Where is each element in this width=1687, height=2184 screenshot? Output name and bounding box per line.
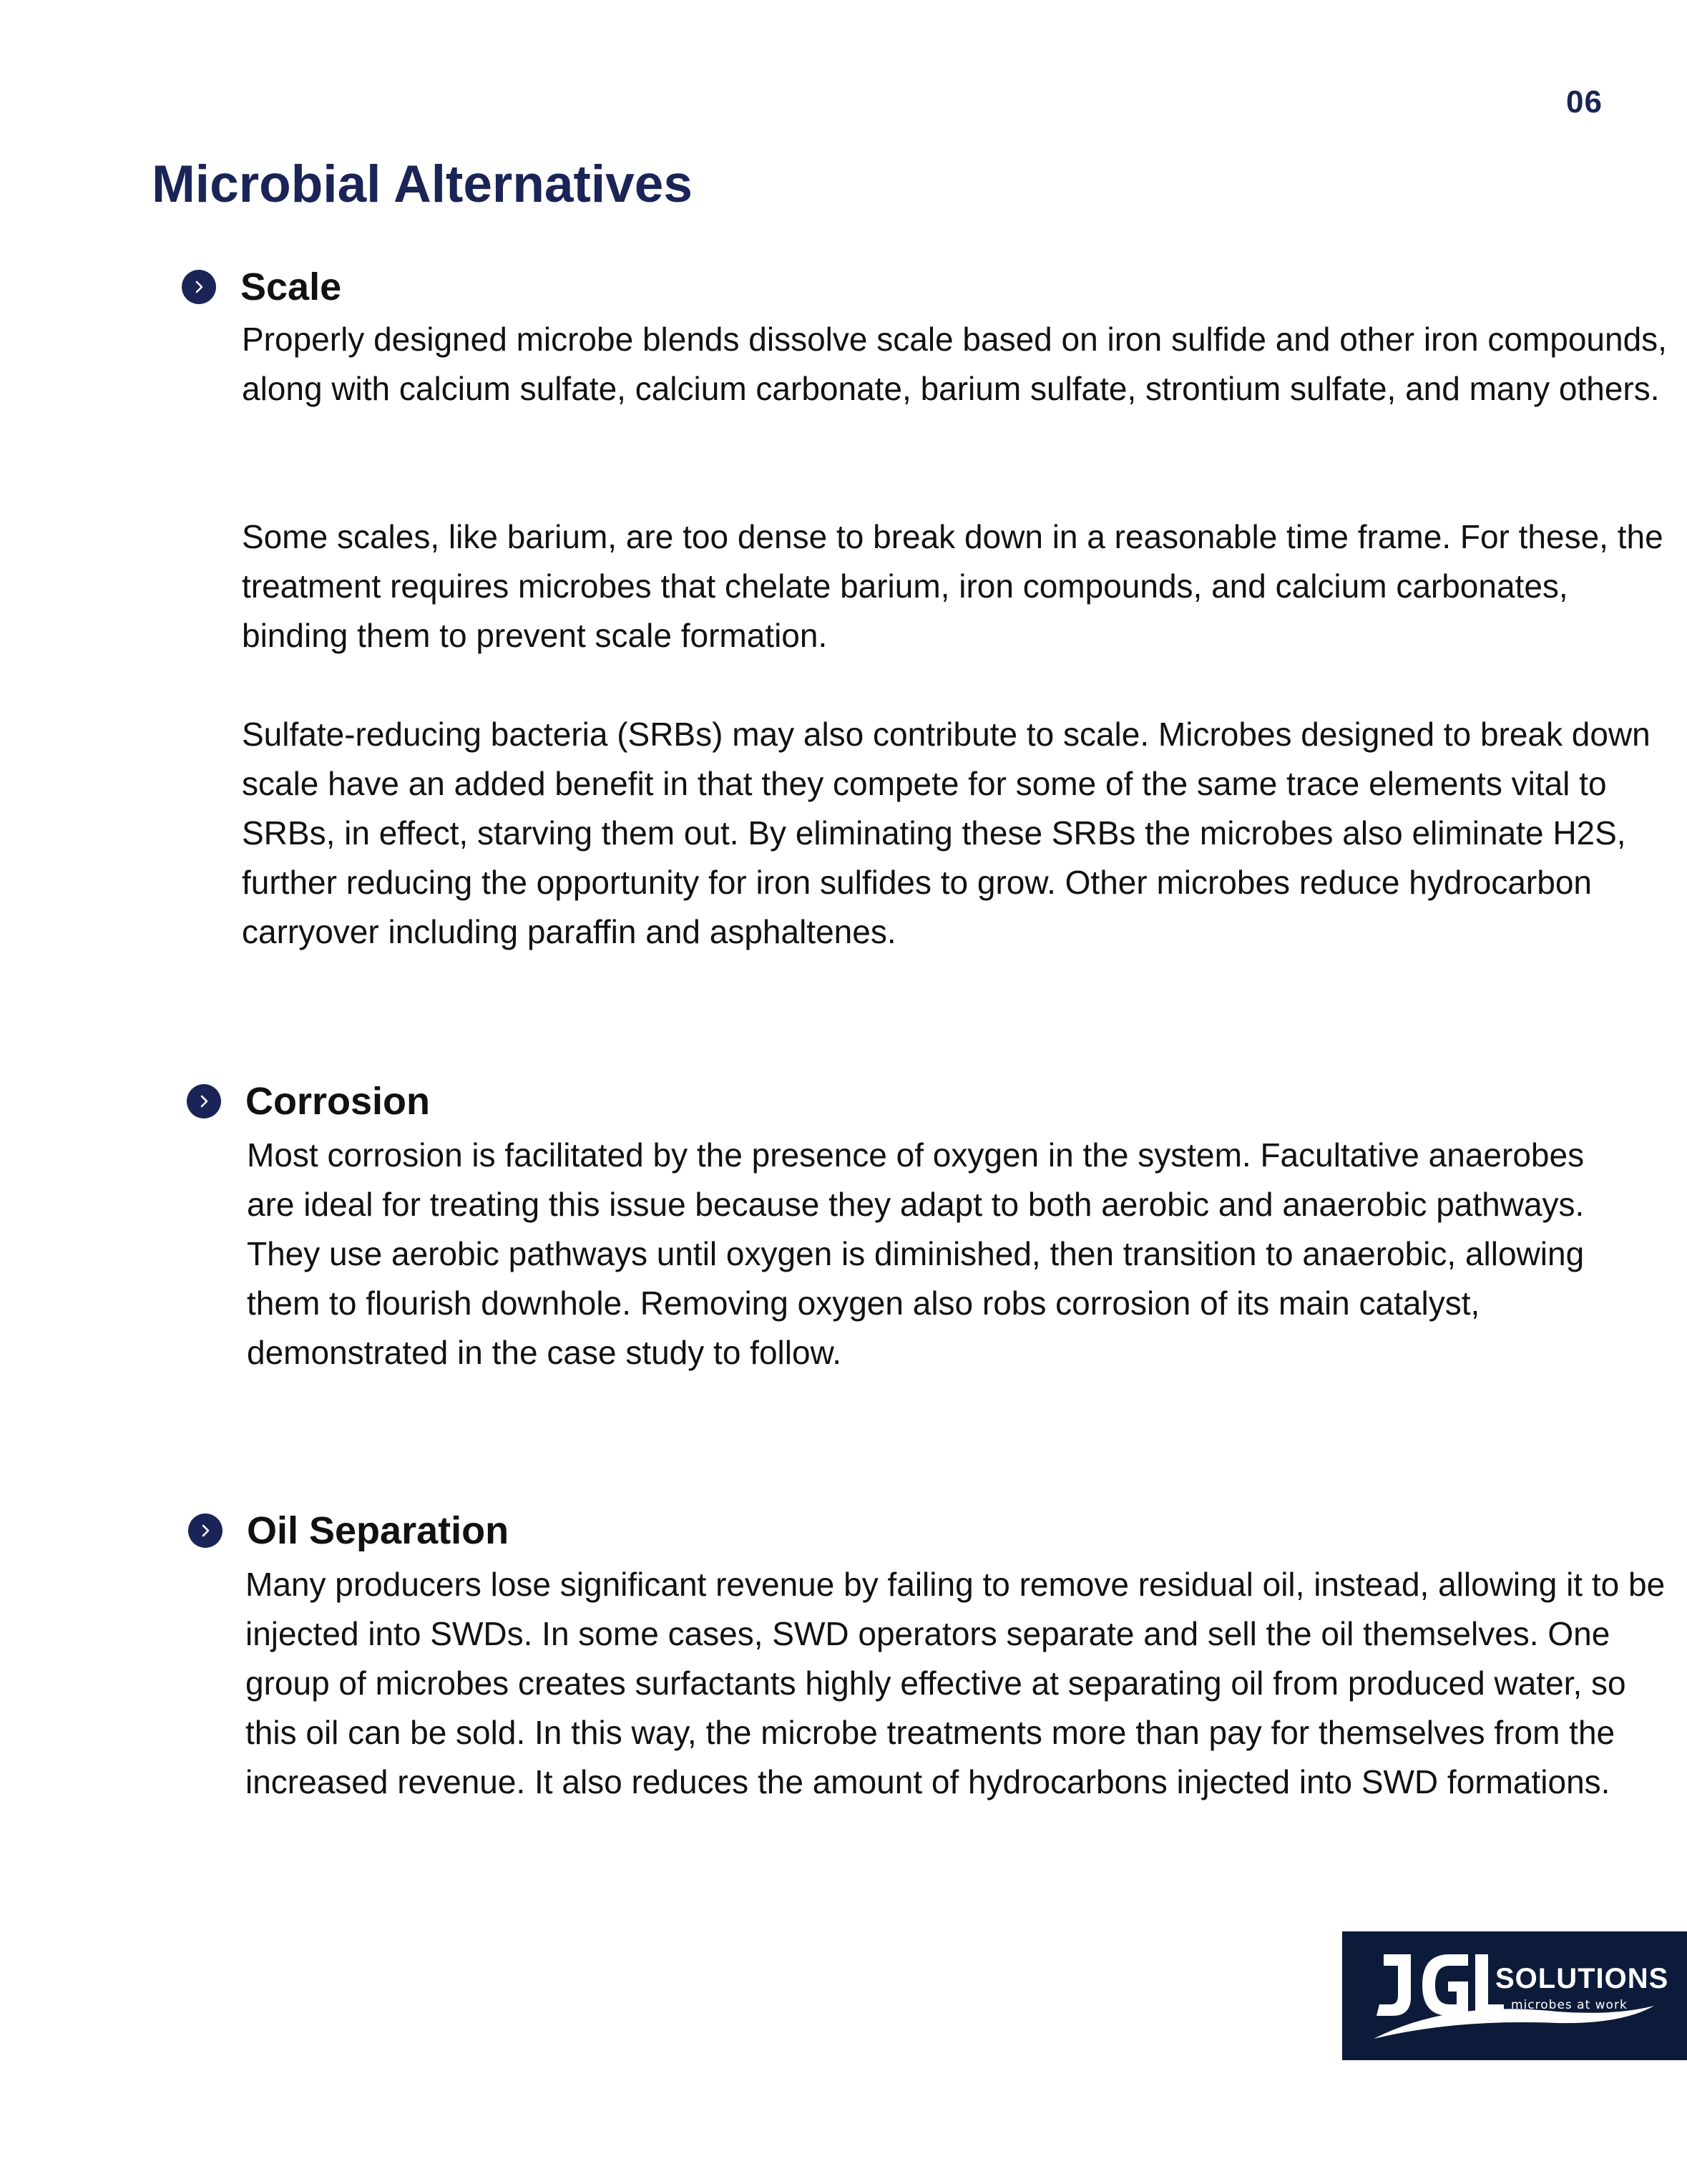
section-title: Oil Separation [247, 1509, 509, 1552]
page-number: 06 [1566, 84, 1603, 120]
jgl-monogram-icon [1342, 1931, 1687, 2060]
section-title: Corrosion [245, 1080, 431, 1123]
page-title: Microbial Alternatives [152, 155, 693, 213]
paragraph: Sulfate-reducing bacteria (SRBs) may also contribute to scale. Microbes designed to break down scale have an added benefit in that they compete for some of the same trace elements vital to SRBs, in effect, starving them out. By eliminating these SRBs the microbes also eliminate H2S, further reducing the opportunity for iron sulfides to grow. Other microbes reduce hydrocarbon carryover including paraffin and asphaltenes. [242, 716, 1651, 950]
company-logo [1342, 1931, 1687, 2060]
section-heading-scale [182, 265, 342, 308]
chevron-right-icon [188, 1513, 223, 1548]
chevron-right-icon [187, 1084, 221, 1118]
paragraph: Some scales, like barium, are too dense to break down in a reasonable time frame. For these, the treatment requires microbes that chelate barium, iron compounds, and calcium carbonates, binding them to prevent scale formation. [242, 518, 1663, 654]
paragraph: Most corrosion is facilitated by the presence of oxygen in the system. Facultative anaerobes are ideal for treating this issue because they adapt to both aerobic and anaerobic pathways. They use aerobic pathways until oxygen is diminished, then transition to anaerobic, allowing them to flourish downhole. Removing oxygen also robs corrosion of its main catalyst, demonstrated in the case study to follow. [247, 1136, 1585, 1371]
section-title: Scale [240, 265, 342, 308]
logo-tagline: microbes at work [1511, 1998, 1628, 2012]
section-heading-corrosion [187, 1082, 430, 1121]
paragraph: Properly designed microbe blends dissolve scale based on iron sulfide and other iron compounds, along with calcium sulfate, calcium carbonate, barium sulfate, strontium sulfate, and many others. [242, 321, 1667, 407]
paragraph: Many producers lose significant revenue by failing to remove residual oil, instead, allowing it to be injected into SWDs. In some cases, SWD operators separate and sell the oil themselves. One group of microbes creates surfactants highly effective at separating oil from produced water, so this oil can be sold. In this way, the microbe treatments more than pay for themselves from the increased revenue. It also reduces the amount of hydrocarbons injected into SWD formations. [245, 1566, 1666, 1800]
chevron-right-icon [182, 270, 216, 304]
section-heading-oil-separation [188, 1511, 509, 1550]
logo-wordmark: SOLUTIONS [1495, 1963, 1669, 1994]
